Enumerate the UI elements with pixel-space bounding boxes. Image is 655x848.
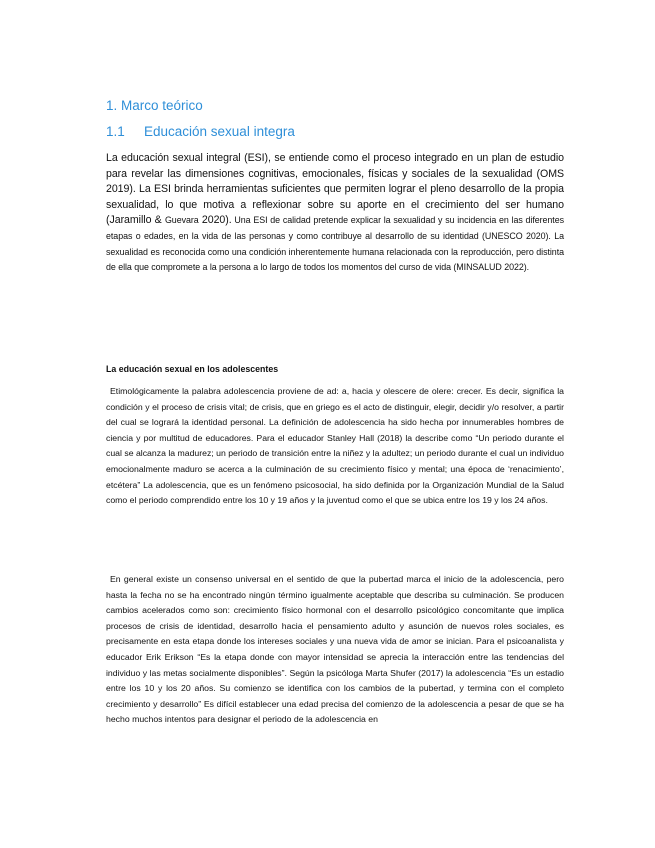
subsection-heading bbox=[106, 124, 295, 139]
adolescence-subheading: La educación sexual en los adolescentes bbox=[106, 364, 279, 374]
paragraph-esi-large-text-end: 2020). bbox=[198, 214, 232, 227]
paragraph-etymology: Etimológicamente la palabra adolescencia proviene de ad: a, hacia y olescere de olere: crecer. Es decir, significa la condición y el proceso de crisis vital; de crisis, que en griego es el acto de distinguir, elegir, decidir y/o resolver, a partir del cual se logrará la identidad personal. La definición de adolescencia ha sido hecha por innumerables hombres de ciencia y por multitud de educadores. Para el educador Stanley Hall (2018) la describe como “Un periodo durante el cual se alcanza la madurez; un periodo de transición entre la niñez y la adultez; un periodo durante el cual un individuo emocionalmente maduro se acerca a la culminación de su crecimiento físico y mental; una época de ‘renacimiento’, etcétera” La adolescencia, que es un fenómeno psicosocial, ha sido definida por la Organización Mundial de la Salud como el periodo comprendido entre los 10 y 19 años y la juventud como el que se ubica entre los 19 y los 24 años. bbox=[106, 386, 564, 506]
paragraph-esi-inline-small: Guevara bbox=[164, 215, 199, 226]
paragraph-esi-small-text: Una ESI de calidad pretende explicar la sexualidad y su incidencia en las diferentes etapas o edades, en la vida de las personas y como contribuye al desarrollo de su identidad (UNESCO 2020). La sexualidad es reconocida como una condición inherentemente humana relacionada con la reproducción, pero distinta de ella que compromete a la persona a lo largo de todos los momentos del curso de vida (MINSALUD 2022). bbox=[106, 215, 564, 273]
paragraph-consensus: En general existe un consenso universal en el sentido de que la pubertad marca el inicio de la adolescencia, pero hasta la fecha no se ha encontrado ningún término igualmente aceptable que describa su culminación. Se producen cambios acelerados como son: crecimiento físico hormonal con el desarrollo psicológico concomitante que implica procesos de crisis de identidad, desarrollo hacia el pensamiento adulto y asunción de nuevos roles sociales, es precisamente en esta etapa donde los intereses sociales y una nueva vida de amor se inician. Para el psicoanalista y educador Erik Erikson “Es la etapa donde con mayor intensidad se aprecia la interacción entre las tendencias del individuo y las metas socialmente disponibles”. Según la psicóloga Marta Shufer (2017) la adolescencia “Es un estadio entre los 10 y los 20 años. Su comienzo se identifica con los cambios de la pubertad, y termina con el completo crecimiento y desarrollo” Es difícil establecer una edad precisa del comienzo de la adolescencia a pesar de que se ha hecho muchos intentos para designar el periodo de la adolescencia en bbox=[106, 574, 564, 725]
subsection-title: Educación sexual integra bbox=[144, 124, 295, 139]
subsection-number: 1.1 bbox=[106, 124, 125, 139]
paragraph-esi-definition bbox=[106, 151, 564, 276]
section-heading: 1. Marco teórico bbox=[106, 98, 203, 113]
paragraph-esi-large-text: La educación sexual integral (ESI), se entiende como el proceso integrado en un plan de estudio para revelar las dimensiones cognitivas, emocionales, físicas y sociales de la sexualidad (OMS 2019). La ESI brinda herramientas suficientes que permiten lograr el pleno desarrollo de la propia sexualidad, lo que motiva a reflexionar sobre su aporte en el crecimiento del ser humano (Jaramillo & bbox=[106, 152, 564, 227]
